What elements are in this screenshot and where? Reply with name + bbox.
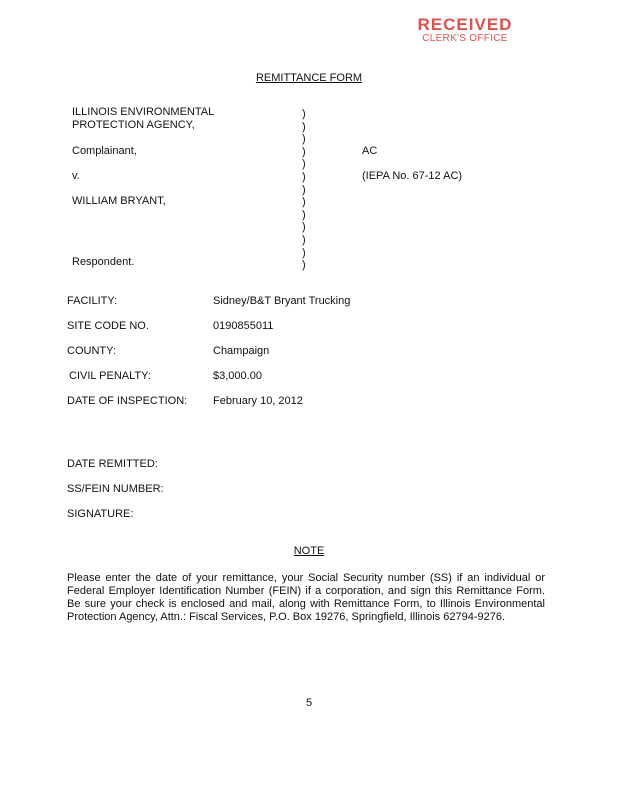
stamp-clerks-office-text: CLERK'S OFFICE	[422, 33, 508, 44]
signature-label: SIGNATURE:	[67, 508, 134, 520]
respondent-name: WILLIAM BRYANT,	[72, 195, 166, 207]
received-stamp	[410, 16, 520, 44]
date-of-inspection-label: DATE OF INSPECTION:	[67, 395, 188, 407]
county-label: COUNTY:	[67, 345, 116, 357]
respondent-label: Respondent.	[72, 256, 135, 268]
complainant-label: Complainant,	[72, 145, 137, 157]
note-body: Please enter the date of your remittance, your Social Security number (SS) if an individual or Federal Employer Identification Number (FEIN) if a corporation, and sign this Remittance Form. Be sure your check is enclosed and mail, along with Remittance Form, to Illinois Environmental Protection Agency, Attn.: Fiscal Services, P.O. Box 19276, Springfield, Illinois 62794-9276.	[67, 572, 545, 623]
page-number: 5	[305, 697, 313, 709]
plaintiff-line-2: PROTECTION AGENCY,	[72, 119, 195, 131]
page-title	[0, 72, 618, 84]
case-type: AC	[362, 145, 378, 157]
caption-paren-column: ) ) ) ) ) ) ) ) ) ) ) ) )	[302, 108, 306, 272]
case-number: (IEPA No. 67-12 AC)	[362, 170, 463, 182]
note-heading	[0, 545, 618, 557]
versus-label: v.	[72, 170, 80, 182]
plaintiff-line-1: ILLINOIS ENVIRONMENTAL	[72, 106, 215, 118]
civil-penalty-value: $3,000.00	[213, 370, 262, 382]
date-remitted-label: DATE REMITTED:	[67, 458, 158, 470]
stamp-received-text: RECEIVED	[417, 15, 513, 34]
site-code-label: SITE CODE NO.	[67, 320, 149, 332]
note-heading-text: NOTE	[293, 545, 325, 557]
facility-value: Sidney/B&T Bryant Trucking	[213, 295, 351, 307]
page-title-text: REMITTANCE FORM	[255, 72, 363, 84]
ss-fein-number-label: SS/FEIN NUMBER:	[67, 483, 164, 495]
facility-label: FACILITY:	[67, 295, 118, 307]
civil-penalty-label: CIVIL PENALTY:	[69, 370, 151, 382]
date-of-inspection-value: February 10, 2012	[213, 395, 303, 407]
site-code-value: 0190855011	[213, 320, 274, 332]
county-value: Champaign	[213, 345, 270, 357]
